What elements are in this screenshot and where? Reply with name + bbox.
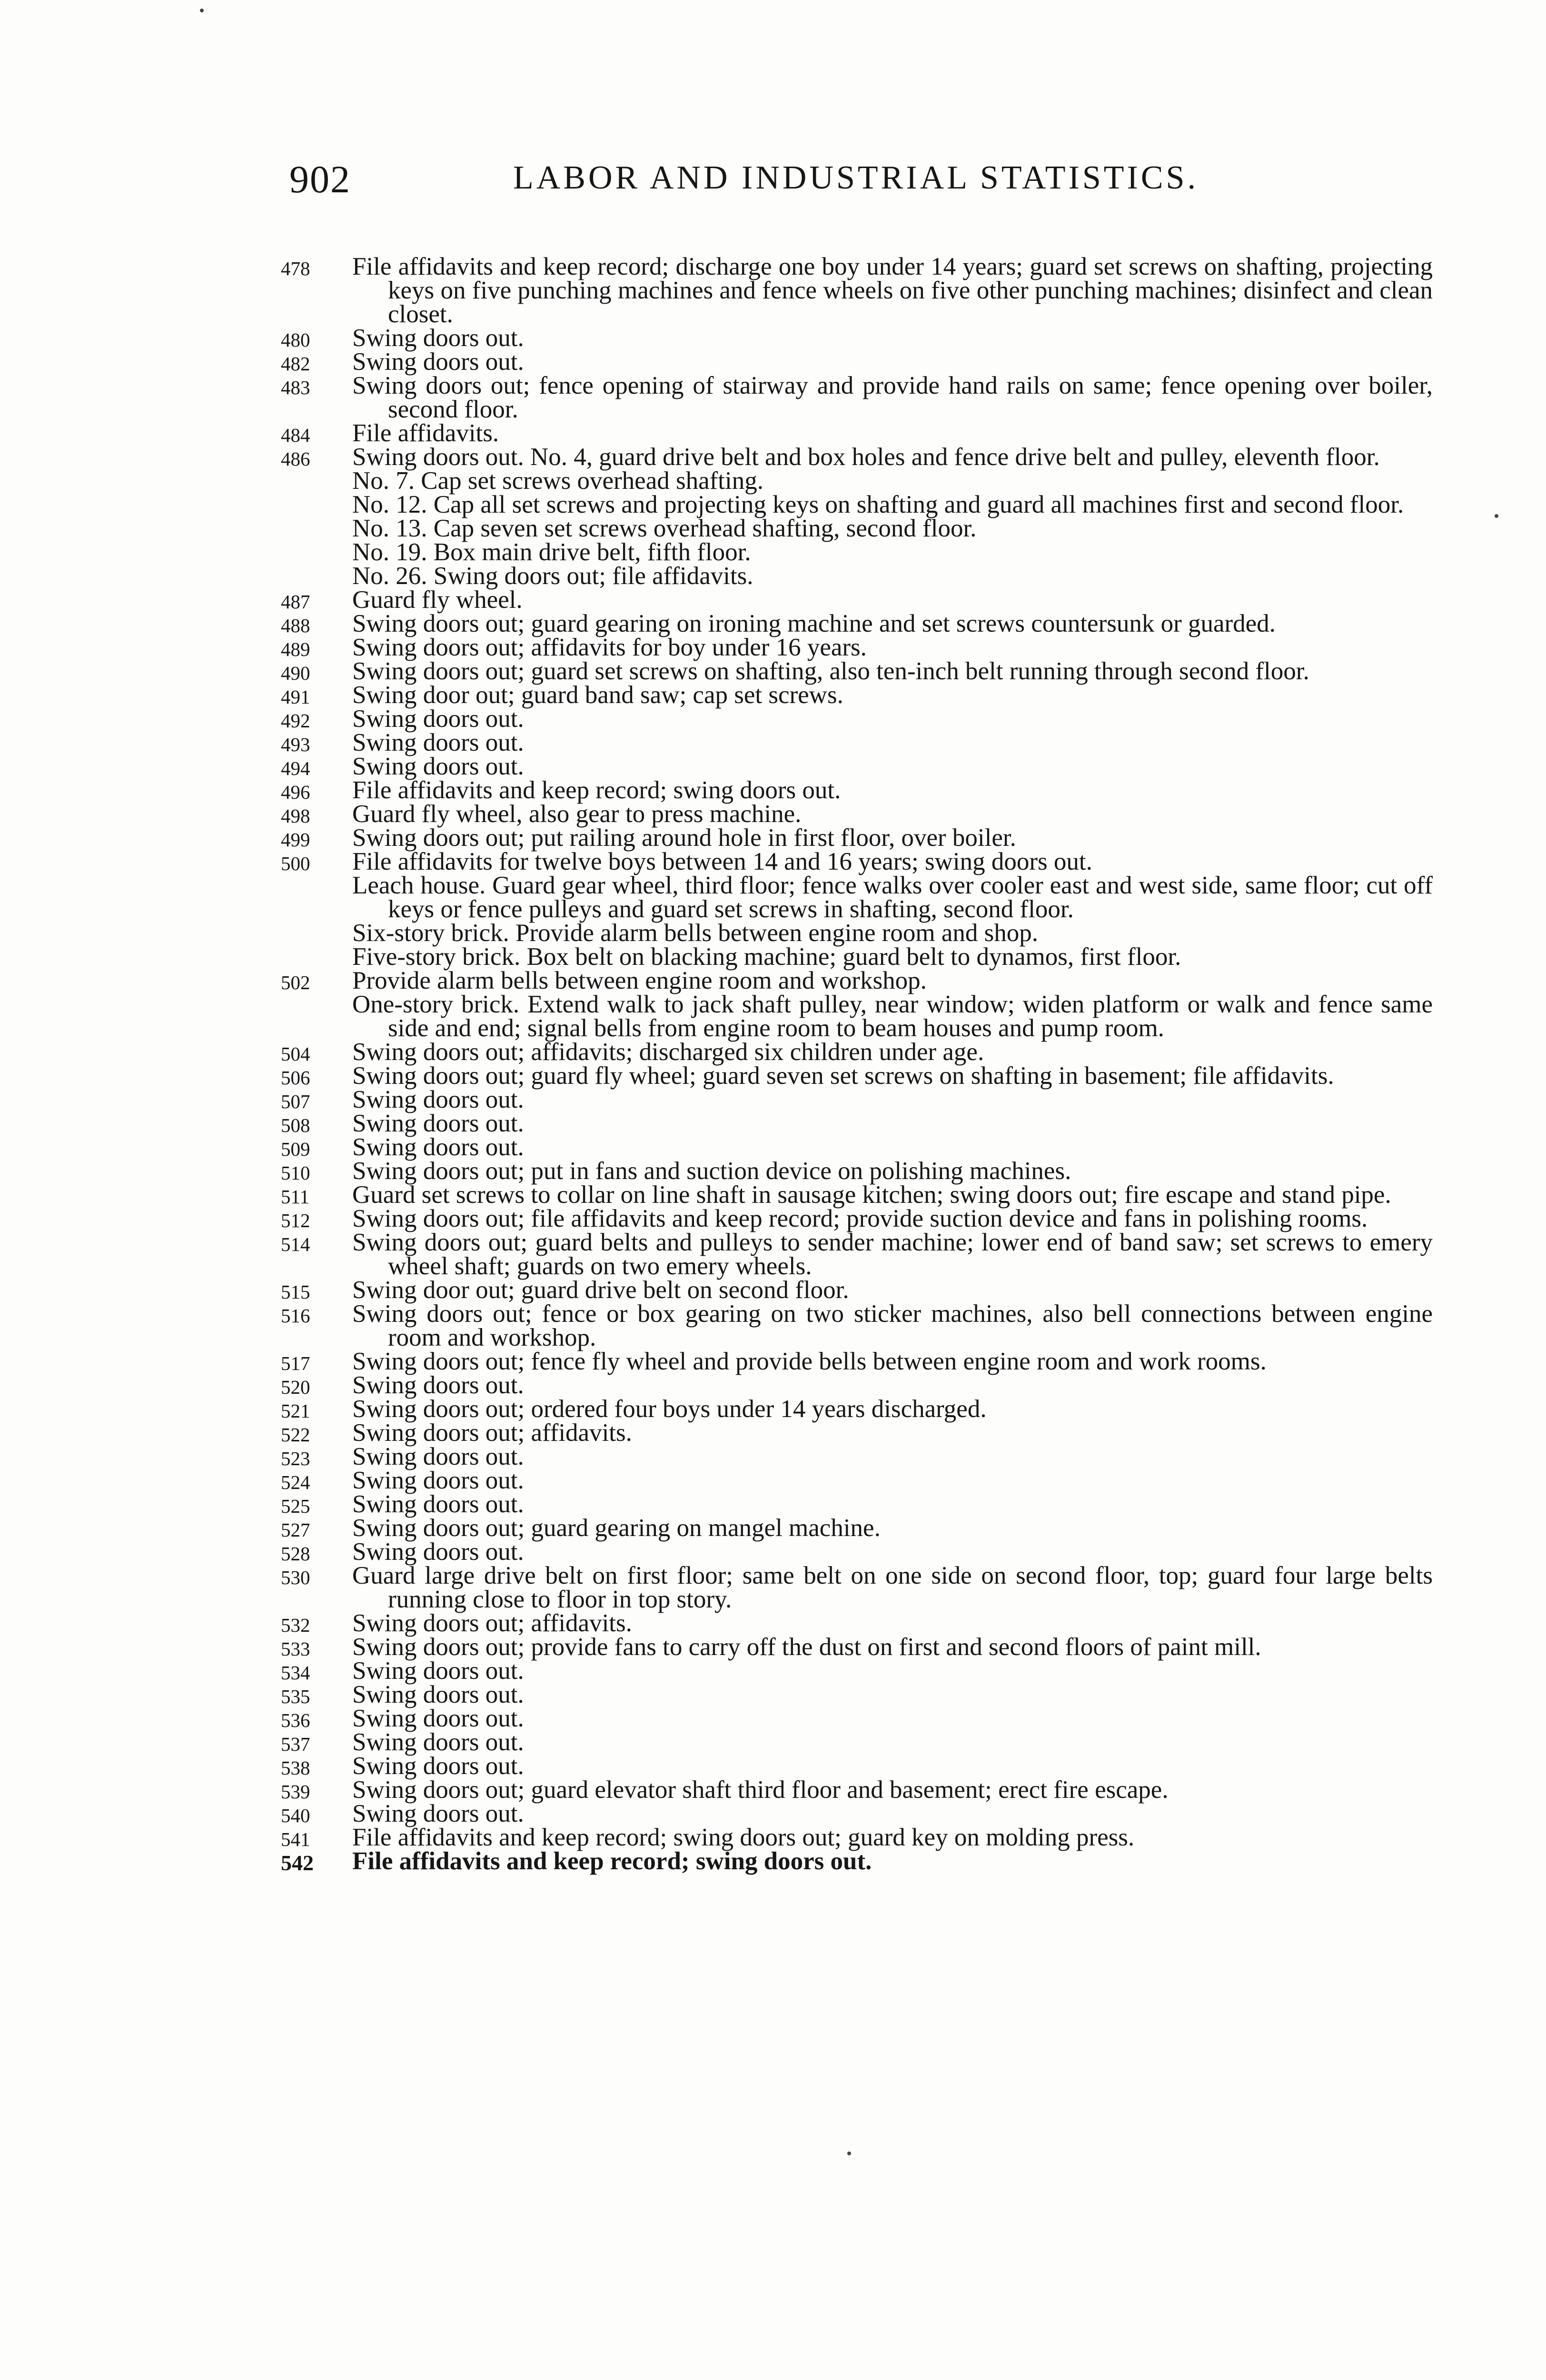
entry-subitem [281, 540, 1433, 564]
entry-number: 517 [281, 1352, 310, 1374]
entry-text: Swing doors out. [352, 1490, 524, 1518]
entry-number: 527 [281, 1519, 310, 1541]
entry [281, 1468, 1433, 1492]
entry [281, 1397, 1433, 1421]
entry-number: 493 [281, 734, 310, 755]
entry-text: File affidavits and keep record; swing doors out; guard key on molding press. [352, 1824, 1135, 1851]
entry [281, 659, 1433, 683]
entry [281, 1635, 1433, 1659]
entry-text: File affidavits and keep record; swing doors out. [352, 776, 841, 804]
entry-text: Leach house. Guard gear wheel, third floor; fence walks over cooler east and west side, same floor; cut off keys or fence pulleys and guard set screws in shafting, second floor. [352, 872, 1433, 923]
entry [281, 1516, 1433, 1540]
entry-text: Swing doors out. [352, 1705, 524, 1732]
ink-speck [200, 9, 204, 12]
entry [281, 1754, 1433, 1778]
entry-text: Swing doors out. [352, 1538, 524, 1566]
entry-number: 536 [281, 1709, 310, 1731]
entry-number: 483 [281, 377, 310, 398]
entry [281, 421, 1433, 445]
entry-number: 524 [281, 1471, 310, 1493]
entry-number: 532 [281, 1614, 310, 1636]
entry-text: Guard fly wheel, also gear to press machine. [352, 800, 802, 828]
entry-text: Swing doors out; affidavits. [352, 1419, 632, 1447]
entry-number: 516 [281, 1305, 310, 1327]
entry-text: Swing doors out; guard fly wheel; guard seven set screws on shafting in basement; file affidavits. [352, 1062, 1334, 1090]
entry-number: 489 [281, 638, 310, 660]
entry-number: 506 [281, 1067, 310, 1089]
entry [281, 1278, 1433, 1302]
entry-subitem [281, 493, 1433, 516]
entry-text: Swing doors out. [352, 729, 524, 756]
entry-text: Guard fly wheel. [352, 586, 523, 614]
entry [281, 1683, 1433, 1706]
entry [281, 1849, 1433, 1873]
entry-subitem [281, 945, 1433, 969]
entry-text: Swing doors out. [352, 753, 524, 780]
entry [281, 1778, 1433, 1802]
entry [281, 1183, 1433, 1207]
entry-text: Swing doors out; affidavits. [352, 1609, 632, 1637]
entry-text: Swing doors out. No. 4, guard drive belt and box holes and fence drive belt and pulley, eleventh floor. [352, 443, 1380, 471]
entry-number: 521 [281, 1400, 310, 1422]
entry-text: Swing doors out; guard gearing on ironing machine and set screws countersunk or guarded. [352, 610, 1276, 637]
entry-text: Swing doors out. [352, 1371, 524, 1399]
entry [281, 1802, 1433, 1825]
entry-subitem [281, 921, 1433, 945]
entry-number: 535 [281, 1686, 310, 1707]
entry [281, 1088, 1433, 1111]
entry [281, 1730, 1433, 1754]
entry [281, 612, 1433, 635]
entry-number: 520 [281, 1376, 310, 1398]
entry-text: Swing doors out; affidavits for boy under 16 years. [352, 634, 867, 661]
page-number: 902 [289, 158, 351, 201]
entry [281, 374, 1433, 421]
entry [281, 1421, 1433, 1445]
entry-number: 511 [281, 1186, 309, 1208]
entry [281, 683, 1433, 707]
entry-text: Swing doors out; guard belts and pulleys to sender machine; lower end of band saw; set screws to emery wheel shaft; guards on two emery wheels. [352, 1229, 1433, 1280]
entry [281, 1492, 1433, 1516]
entry-number: 480 [281, 329, 310, 351]
entry-text: Swing doors out. [352, 1443, 524, 1470]
entry-text: File affidavits. [352, 419, 499, 447]
entry [281, 1445, 1433, 1468]
entry [281, 588, 1433, 612]
entry [281, 850, 1433, 873]
entry-text: No. 12. Cap all set screws and projecting keys on shafting and guard all machines first and second floor. [352, 491, 1404, 518]
entry-number: 514 [281, 1233, 310, 1255]
entry-text: Swing doors out; guard gearing on mangel machine. [352, 1514, 881, 1542]
entry-number: 522 [281, 1424, 310, 1446]
entry [281, 778, 1433, 802]
entry [281, 326, 1433, 350]
entry [281, 1564, 1433, 1611]
entry [281, 1159, 1433, 1183]
entry-number: 486 [281, 448, 310, 470]
entry [281, 1040, 1433, 1064]
page-header [289, 157, 1465, 214]
entry-number: 512 [281, 1210, 310, 1231]
entry [281, 969, 1433, 992]
entry-subitem [281, 992, 1433, 1040]
entry-text: Swing doors out. [352, 1086, 524, 1113]
entry-text: No. 13. Cap seven set screws overhead shafting, second floor. [352, 515, 977, 542]
entry-text: Guard set screws to collar on line shaft in sausage kitchen; swing doors out; fire escape and stand pipe. [352, 1181, 1391, 1209]
entry-number: 482 [281, 353, 310, 375]
entry-text: File affidavits and keep record; discharge one boy under 14 years; guard set screws on shafting, projecting keys on five punching machines and fence wheels on five other punching machines; disinfect and clean closet. [352, 253, 1433, 328]
entry-text: Six-story brick. Provide alarm bells between engine room and shop. [352, 919, 1038, 947]
entry-text: Swing doors out; guard set screws on shafting, also ten-inch belt running through second floor. [352, 657, 1309, 685]
entry-text: Five-story brick. Box belt on blacking machine; guard belt to dynamos, first floor. [352, 943, 1181, 971]
entry-number: 492 [281, 710, 310, 732]
entry-number: 478 [281, 258, 310, 279]
running-title: LABOR AND INDUSTRIAL STATISTICS. [513, 159, 1199, 196]
entry-number: 542 [281, 1851, 314, 1875]
entry-text: Swing doors out. [352, 348, 524, 376]
ink-speck [847, 2152, 851, 2155]
entry-text: Swing door out; guard drive belt on second floor. [352, 1276, 849, 1304]
entry-number: 487 [281, 591, 310, 613]
entry-text: Swing doors out; fence opening of stairway and provide hand rails on same; fence opening over boiler, second floor. [352, 372, 1433, 423]
entry-number: 533 [281, 1638, 310, 1660]
entry [281, 445, 1433, 469]
entry-number: 530 [281, 1567, 310, 1588]
entry-text: File affidavits and keep record; swing doors out. [352, 1847, 872, 1875]
entry-subitem [281, 564, 1433, 588]
entry-number: 538 [281, 1757, 310, 1779]
entry-text: One-story brick. Extend walk to jack shaft pulley, near window; widen platform or walk and fence same side and end; signal bells from engine room to beam houses and pump room. [352, 991, 1433, 1042]
entry [281, 350, 1433, 374]
entry-number: 539 [281, 1781, 310, 1803]
entry-number: 491 [281, 686, 310, 708]
entry [281, 731, 1433, 754]
entry-text: Swing doors out; ordered four boys under 14 years discharged. [352, 1395, 987, 1423]
entry-text: Swing doors out; affidavits; discharged six children under age. [352, 1038, 984, 1066]
entry-subitem [281, 469, 1433, 493]
entry-text: Swing doors out; put in fans and suction device on polishing machines. [352, 1157, 1071, 1185]
entry-number: 509 [281, 1138, 310, 1160]
entry [281, 1230, 1433, 1278]
entry-subitem [281, 516, 1433, 540]
entry-text: Swing doors out; put railing around hole in first floor, over boiler. [352, 824, 1016, 852]
entry [281, 802, 1433, 826]
entry-number: 504 [281, 1043, 310, 1065]
entry-number: 507 [281, 1091, 310, 1112]
entry [281, 1611, 1433, 1635]
entry [281, 1302, 1433, 1349]
entry-text: Swing doors out. [352, 1728, 524, 1756]
entry-text: Swing doors out. [352, 1467, 524, 1494]
entry-text: Swing doors out. [352, 705, 524, 733]
entry-text: Swing doors out; guard elevator shaft third floor and basement; erect fire escape. [352, 1776, 1169, 1804]
entry-text: Swing door out; guard band saw; cap set screws. [352, 681, 843, 709]
entry-number: 537 [281, 1733, 310, 1755]
entry-number: 515 [281, 1281, 310, 1303]
entry-text: Swing doors out; fence or box gearing on two sticker machines, also bell connections between engine room and workshop. [352, 1300, 1433, 1351]
entry-text: No. 7. Cap set screws overhead shafting. [352, 467, 763, 495]
entry-number: 484 [281, 424, 310, 446]
entry-number: 488 [281, 615, 310, 636]
entry [281, 635, 1433, 659]
entry [281, 1111, 1433, 1135]
entry-number: 502 [281, 972, 310, 993]
entry-text: Swing doors out. [352, 324, 524, 352]
entry-text: Swing doors out. [352, 1752, 524, 1780]
entry-number: 523 [281, 1448, 310, 1469]
entry [281, 1373, 1433, 1397]
entry-number: 490 [281, 662, 310, 684]
entry-subitem [281, 873, 1433, 921]
entry [281, 826, 1433, 850]
entry-number: 500 [281, 853, 310, 874]
entry [281, 1706, 1433, 1730]
entry-text: Swing doors out; provide fans to carry off the dust on first and second floors of paint mill. [352, 1633, 1261, 1661]
entry-number: 508 [281, 1114, 310, 1136]
entry [281, 1135, 1433, 1159]
entry [281, 1540, 1433, 1564]
entry-number: 494 [281, 757, 310, 779]
entry [281, 754, 1433, 778]
entry-text: File affidavits for twelve boys between 14 and 16 years; swing doors out. [352, 848, 1092, 875]
entry-text: Swing doors out. [352, 1681, 524, 1708]
entry-text: No. 26. Swing doors out; file affidavits. [352, 562, 753, 590]
entry-text: No. 19. Box main drive belt, fifth floor. [352, 538, 751, 566]
entry-text: Guard large drive belt on first floor; same belt on one side on second floor, top; guard four large belts running close to floor in top story. [352, 1562, 1433, 1613]
entry-text: Swing doors out. [352, 1110, 524, 1137]
entry-number: 525 [281, 1495, 310, 1517]
inspection-entry-list [281, 255, 1433, 1873]
entry [281, 1659, 1433, 1683]
entry-number: 540 [281, 1805, 310, 1826]
entry-number: 499 [281, 829, 310, 851]
entry [281, 707, 1433, 731]
entry [281, 1064, 1433, 1088]
entry-number: 510 [281, 1162, 310, 1184]
entry-number: 496 [281, 781, 310, 803]
entry-number: 498 [281, 805, 310, 827]
ink-speck [1495, 514, 1498, 518]
entry-text: Swing doors out; file affidavits and keep record; provide suction device and fans in polishing rooms. [352, 1205, 1368, 1232]
entry-text: Swing doors out. [352, 1800, 524, 1827]
entry-text: Swing doors out. [352, 1133, 524, 1161]
entry-text: Swing doors out. [352, 1657, 524, 1685]
entry-number: 541 [281, 1828, 310, 1850]
entry-text: Provide alarm bells between engine room and workshop. [352, 967, 927, 994]
entry [281, 1825, 1433, 1849]
entry [281, 1207, 1433, 1230]
entry-number: 528 [281, 1543, 310, 1565]
entry-text: Swing doors out; fence fly wheel and provide bells between engine room and work rooms. [352, 1348, 1267, 1375]
entry [281, 1349, 1433, 1373]
entry [281, 255, 1433, 326]
entry-number: 534 [281, 1662, 310, 1684]
